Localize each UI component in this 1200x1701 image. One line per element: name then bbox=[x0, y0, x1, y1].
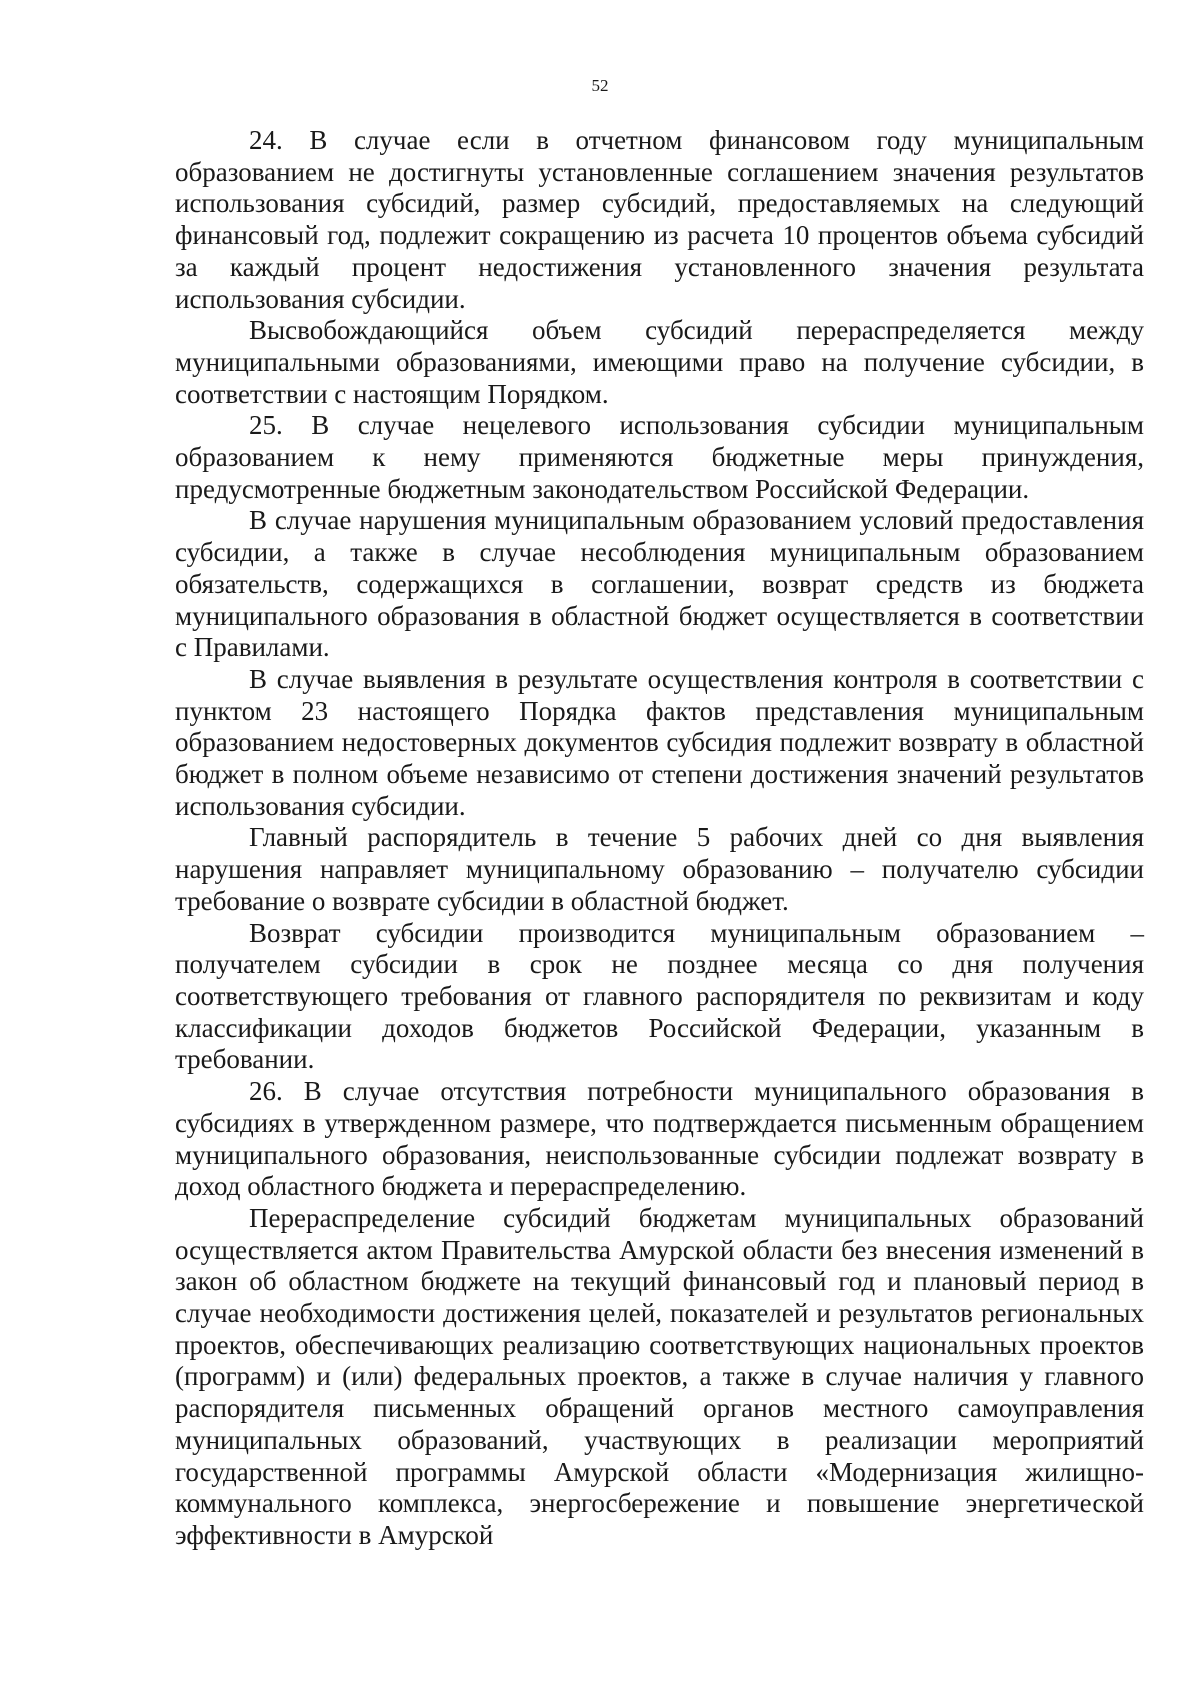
paragraph-violation: В случае нарушения муниципальным образованием условий предоставления субсидии, а также в случае несоблюдения муниципальным образованием обязательств, содержащихся в соглашении, возврат средств из бюджета муниципального образования в областной бюджет осуществляется в соответствии с Правилами. bbox=[175, 505, 1144, 663]
page-number: 52 bbox=[591, 76, 609, 95]
paragraph-25: 25. В случае нецелевого использования субсидии муниципальным образованием к нему применяются бюджетные меры принуждения, предусмотренные бюджетным законодательством Российской Федерации. bbox=[175, 410, 1144, 504]
document-body bbox=[175, 125, 1144, 1552]
paragraph-26: 26. В случае отсутствия потребности муниципального образования в субсидиях в утвержденном размере, что подтверждается письменным обращением муниципального образования, неиспользованные субсидии подлежат возврату в доход областного бюджета и перераспределению. bbox=[175, 1076, 1144, 1202]
paragraph-redistribution: Высвобождающийся объем субсидий перераспределяется между муниципальными образованиями, имеющими право на получение субсидии, в соответствии с настоящим Порядком. bbox=[175, 315, 1144, 409]
paragraph-main-administrator: Главный распорядитель в течение 5 рабочих дней со дня выявления нарушения направляет муниципальному образованию – получателю субсидии требование о возврате субсидии в областной бюджет. bbox=[175, 822, 1144, 916]
paragraph-24: 24. В случае если в отчетном финансовом году муниципальным образованием не достигнуты установленные соглашением значения результатов использования субсидий, размер субсидий, предоставляемых на следующий финансовый год, подлежит сокращению из расчета 10 процентов объема субсидий за каждый процент недостижения установленного значения результата использования субсидии. bbox=[175, 125, 1144, 314]
paragraph-refund: Возврат субсидии производится муниципальным образованием – получателем субсидии в срок не позднее месяца со дня получения соответствующего требования от главного распорядителя по реквизитам и коду классификации доходов бюджетов Российской Федерации, указанным в требовании. bbox=[175, 917, 1144, 1075]
paragraph-reallocation: Перераспределение субсидий бюджетам муниципальных образований осуществляется актом Правительства Амурской области без внесения изменений в закон об областном бюджете на текущий финансовый год и плановый период в случае необходимости достижения целей, показателей и результатов региональных проектов, обеспечивающих реализацию соответствующих национальных проектов (программ) и (или) федеральных проектов, а также в случае наличия у главного распорядителя письменных обращений органов местного самоуправления муниципальных образований, участвующих в реализации мероприятий государственной программы Амурской области «Модернизация жилищно-коммунального комплекса, энергосбережение и повышение энергетической эффективности в Амурской bbox=[175, 1202, 1144, 1550]
paragraph-control: В случае выявления в результате осуществления контроля в соответствии с пунктом 23 настоящего Порядка фактов представления муниципальным образованием недостоверных документов субсидия подлежит возврату в областной бюджет в полном объеме независимо от степени достижения значений результатов использования субсидии. bbox=[175, 663, 1144, 821]
